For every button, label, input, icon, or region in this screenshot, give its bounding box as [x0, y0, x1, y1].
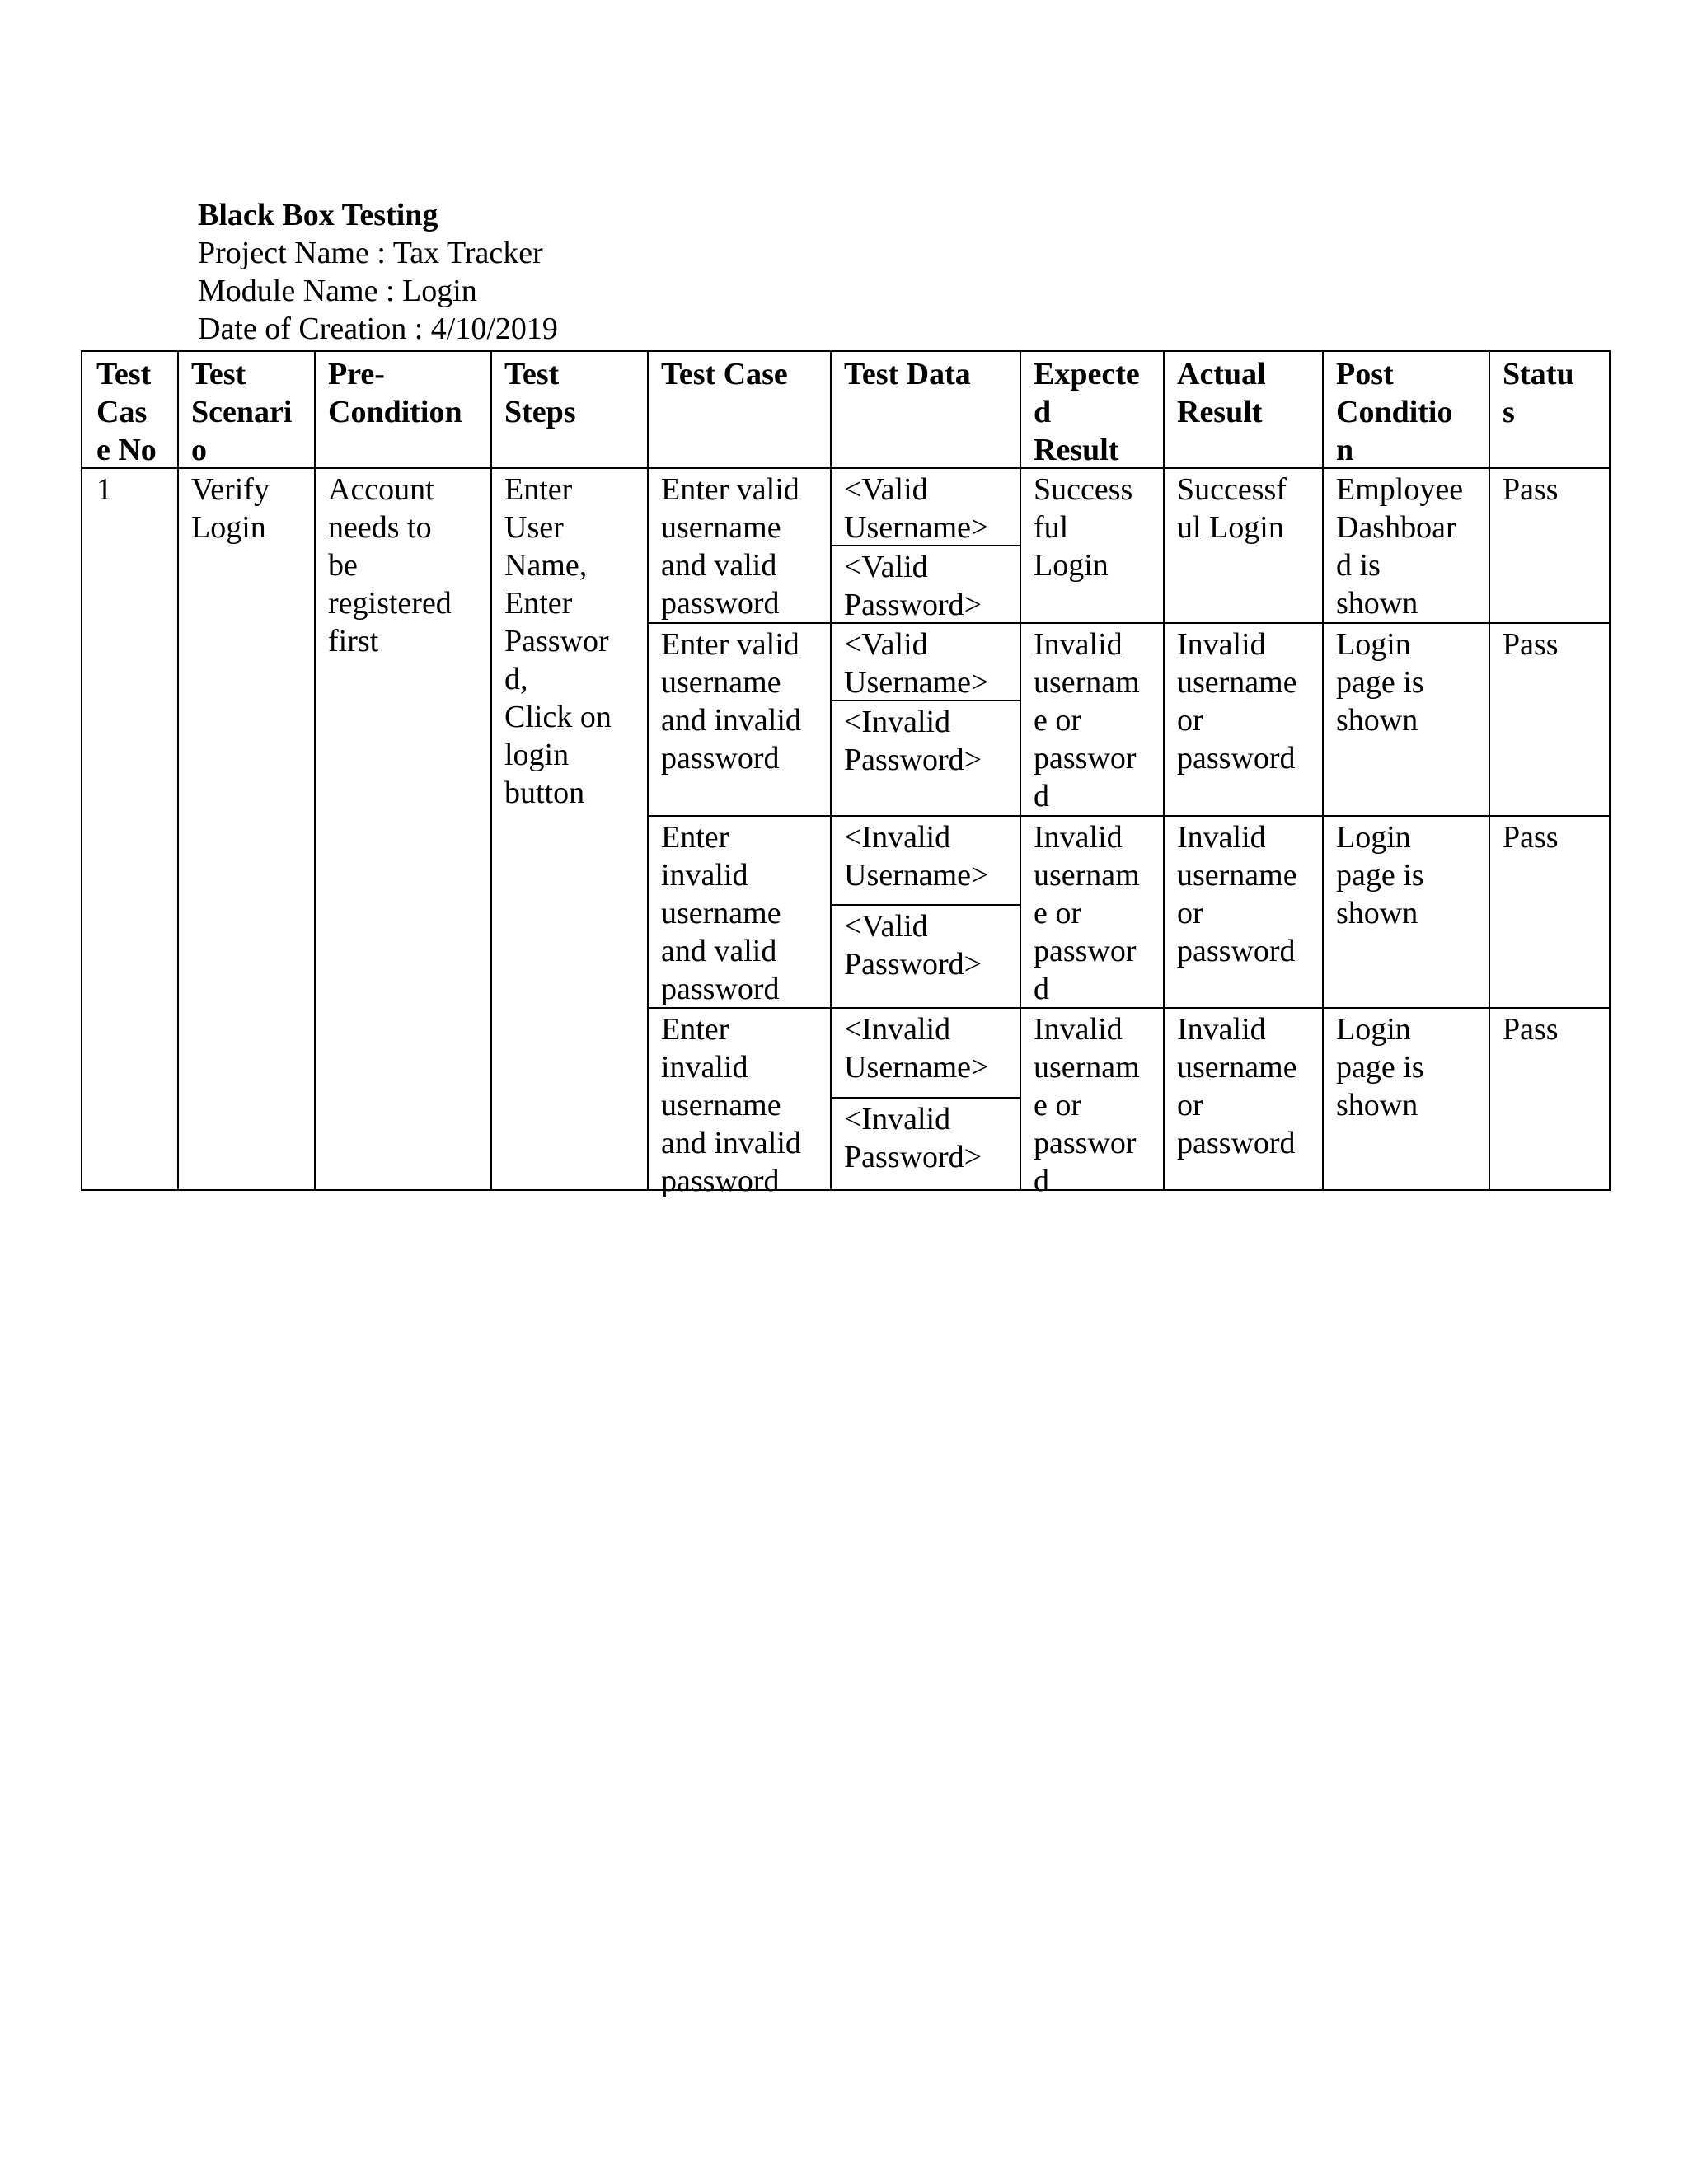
header-test-case: Test Case [661, 357, 788, 391]
header-pre-condition: Pre- Condition [328, 357, 462, 429]
cell-test-data-username: <Valid Username> [844, 627, 989, 700]
cell-test-data-password: <Invalid Password> [844, 1102, 982, 1174]
cell-post-condition: Login page is shown [1336, 1012, 1424, 1122]
cell-test-case: Enter invalid username and valid password [661, 820, 781, 1006]
cell-status: Pass [1503, 1012, 1559, 1047]
cell-test-data-password: <Valid Password> [844, 550, 982, 622]
cell-expected-result: Invalid usernam e or passwor d [1034, 1012, 1140, 1198]
cell-test-case: Enter invalid username and invalid password [661, 1012, 801, 1198]
cell-expected-result: Invalid usernam e or passwor d [1034, 820, 1140, 1006]
cell-status: Pass [1503, 820, 1559, 855]
module-name-line: Module Name : Login [198, 274, 477, 308]
header-expected-result: Expecte d Result [1034, 357, 1140, 467]
cell-test-data-username: <Invalid Username> [844, 1012, 989, 1085]
cell-test-steps: Enter User Name, Enter Passwor d, Click on login button [504, 472, 612, 810]
document-title: Black Box Testing [198, 198, 438, 232]
cell-post-condition: Employee Dashboar d is shown [1336, 472, 1464, 621]
test-case-table [81, 350, 1611, 1198]
cell-actual-result: Invalid username or password [1177, 627, 1297, 776]
cell-test-data-username: <Valid Username> [844, 472, 989, 545]
cell-pre-condition: Account needs to be registered first [328, 472, 452, 658]
cell-status: Pass [1503, 627, 1559, 662]
date-of-creation-line: Date of Creation : 4/10/2019 [198, 312, 558, 346]
cell-expected-result: Invalid usernam e or passwor d [1034, 627, 1140, 813]
cell-test-data-password: <Valid Password> [844, 909, 982, 982]
cell-post-condition: Login page is shown [1336, 627, 1424, 738]
cell-actual-result: Successf ul Login [1177, 472, 1287, 545]
cell-expected-result: Success ful Login [1034, 472, 1133, 583]
cell-test-data-username: <Invalid Username> [844, 820, 989, 893]
cell-test-case: Enter valid username and invalid password [661, 627, 801, 776]
header-test-data: Test Data [844, 357, 971, 391]
cell-status: Pass [1503, 472, 1559, 507]
header-test-case-no: Test Cas e No [96, 357, 157, 467]
header-test-scenario: Test Scenari o [191, 357, 293, 467]
header-test-steps: Test Steps [504, 357, 576, 429]
project-name-line: Project Name : Tax Tracker [198, 236, 543, 270]
cell-test-case: Enter valid username and valid password [661, 472, 799, 621]
document-header [198, 196, 558, 348]
cell-actual-result: Invalid username or password [1177, 820, 1297, 968]
cell-post-condition: Login page is shown [1336, 820, 1424, 930]
cell-test-scenario: Verify Login [191, 472, 270, 545]
header-actual-result: Actual Result [1177, 357, 1266, 429]
cell-actual-result: Invalid username or password [1177, 1012, 1297, 1160]
header-post-condition: Post Conditio n [1336, 357, 1453, 467]
cell-test-data-password: <Invalid Password> [844, 705, 982, 777]
header-status: Statu s [1503, 357, 1574, 429]
cell-test-case-no: 1 [96, 472, 112, 507]
